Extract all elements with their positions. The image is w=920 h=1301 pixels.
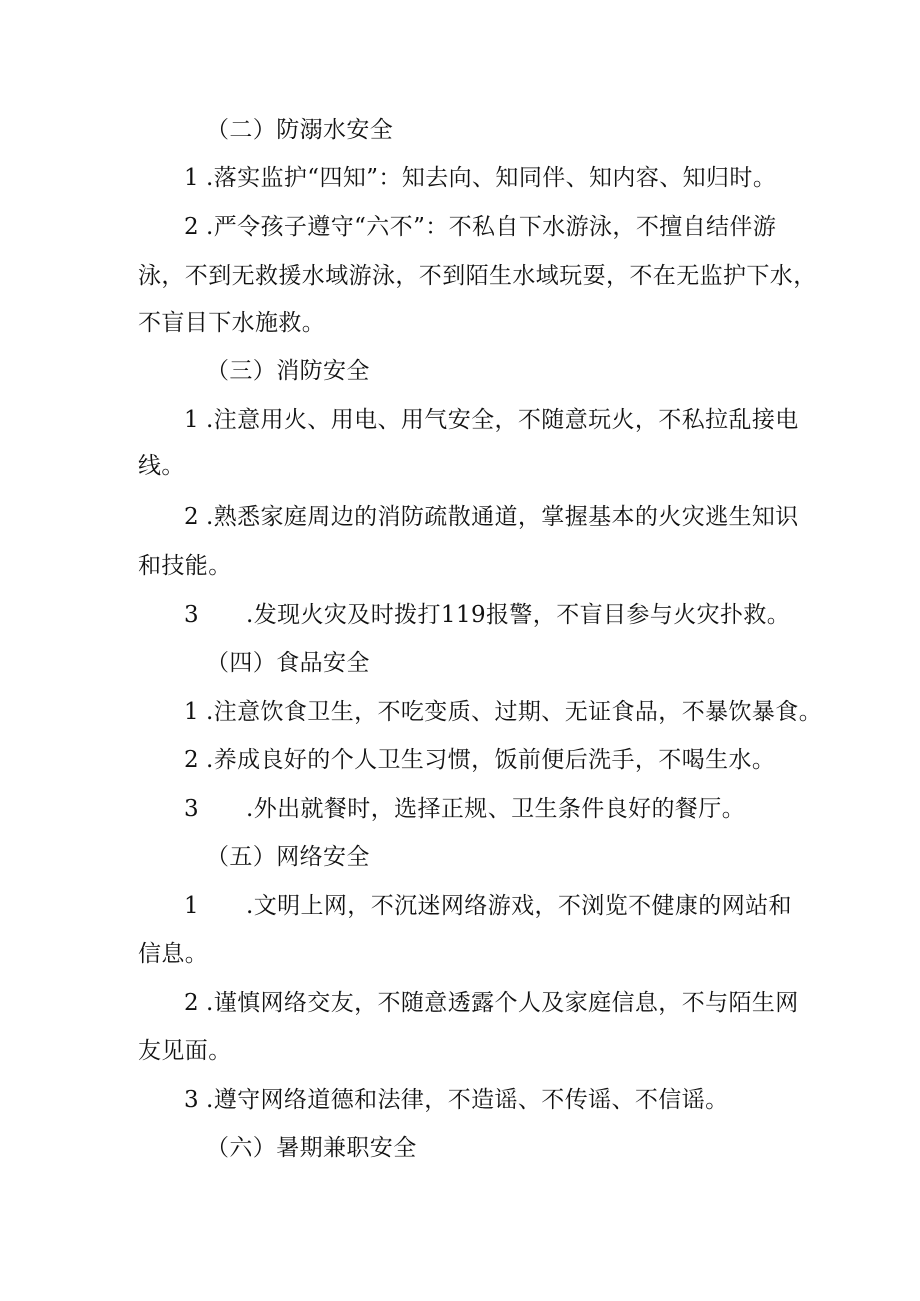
item-number: 1: [184, 699, 200, 725]
item-number: 1: [184, 165, 200, 191]
item-number: 1: [184, 407, 200, 433]
item-number: 3: [184, 1087, 200, 1113]
list-item: [184, 405, 799, 435]
item-text: .遵守网络道德和法律，不造谣、不传谣、不信谣。: [206, 1087, 729, 1113]
section-heading: （二）防溺水安全: [206, 117, 394, 143]
item-text: .文明上网，不沉迷网络游戏，不浏览不健康的网站和: [246, 893, 792, 919]
item-text: .养成良好的个人卫生习惯，饭前便后洗手，不喝生水。: [206, 747, 776, 773]
list-item: [184, 891, 792, 921]
item-continuation: 不盲目下水施救。: [138, 310, 326, 336]
list-item: [184, 600, 790, 630]
item-continuation: 和技能。: [138, 553, 232, 579]
item-text: .注意饮食卫生，不吃变质、过期、无证食品，不暴饮暴食。: [206, 699, 823, 725]
section-heading: （五）网络安全: [206, 844, 370, 870]
item-number: 2: [184, 214, 200, 240]
list-item: [184, 745, 775, 775]
item-text: .严令孩子遵守“六不”：不私自下水游泳，不擅自结伴游: [206, 214, 777, 240]
item-text: .外出就餐时，选择正规、卫生条件良好的餐厅。: [246, 796, 746, 822]
item-text: .注意用火、用电、用气安全，不随意玩火，不私拉乱接电: [206, 407, 799, 433]
item-number: 3: [184, 602, 200, 628]
list-item: [184, 794, 745, 824]
item-text: .落实监护“四知”：知去向、知同伴、知内容、知归时。: [206, 165, 777, 191]
list-item: [184, 988, 799, 1018]
item-continuation: 线。: [138, 453, 185, 479]
item-continuation: 友见面。: [138, 1038, 232, 1064]
item-text: .发现火灾及时拨打119报警，不盲目参与火灾扑救。: [246, 602, 791, 628]
item-text: .熟悉家庭周边的消防疏散通道，掌握基本的火灾逃生知识: [206, 504, 799, 530]
section-heading: （四）食品安全: [206, 650, 370, 676]
list-item: [184, 163, 776, 193]
list-item: [184, 1085, 729, 1115]
item-text: .谨慎网络交友，不随意透露个人及家庭信息，不与陌生网: [206, 990, 799, 1016]
item-number: 2: [184, 747, 200, 773]
list-item: [184, 502, 799, 532]
item-continuation: 信息。: [138, 941, 209, 967]
list-item: [184, 697, 822, 727]
item-continuation: 泳，不到无救援水域游泳，不到陌生水域玩耍，不在无监护下水，: [138, 263, 817, 289]
section-heading: （六）暑期兼职安全: [206, 1135, 417, 1161]
item-number: 2: [184, 990, 200, 1016]
section-heading: （三）消防安全: [206, 358, 370, 384]
list-item: [184, 212, 776, 242]
item-number: 1: [184, 893, 200, 919]
item-number: 3: [184, 796, 200, 822]
item-number: 2: [184, 504, 200, 530]
